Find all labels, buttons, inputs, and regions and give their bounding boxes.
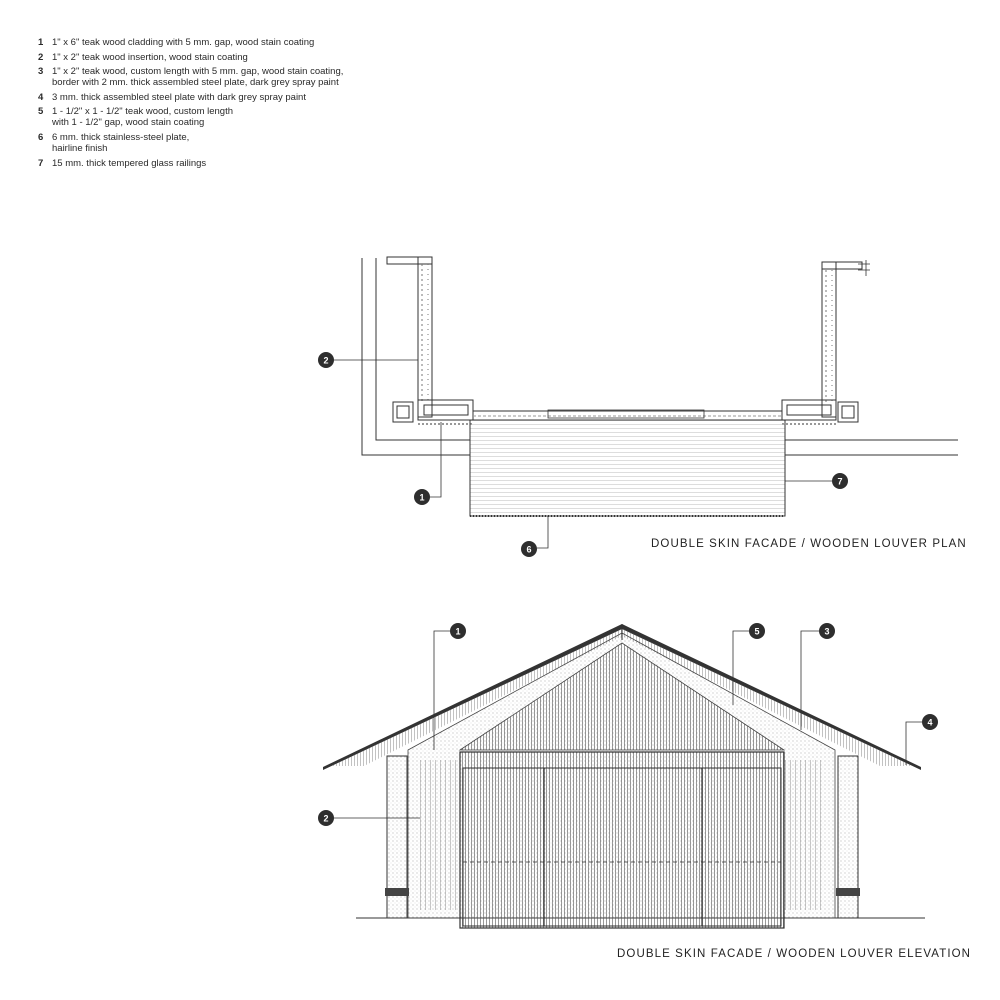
facade-plan [362,257,958,516]
callout-6-plan [521,541,537,557]
facade-elevation [323,624,925,928]
callout-7-plan [832,473,848,489]
callout-1-plan [414,489,430,505]
legend-item: 5 1 - 1/2" x 1 - 1/2" teak wood, custom length with 1 - 1/2" gap, wood stain coating [38,106,234,129]
legend-item: 6 6 mm. thick stainless-steel plate, hairline finish [38,131,190,155]
callout-5-elevation [749,623,765,639]
callout-1-elevation [450,623,466,639]
svg-text:7: 7 [837,476,843,487]
callout-2-plan [318,352,334,368]
svg-text:1: 1 [419,492,425,503]
legend-item: 1 1" x 6" teak wood cladding with 5 mm. gap, wood stain coating [38,37,315,48]
elevation-title: DOUBLE SKIN FACADE / WOODEN LOUVER ELEVATION [617,948,972,960]
svg-text:1: 1 [455,626,461,637]
legend-item: 4 3 mm. thick assembled steel plate with dark grey spray paint [38,91,306,103]
svg-text:4: 4 [927,717,933,728]
plan-title: DOUBLE SKIN FACADE / WOODEN LOUVER PLAN [651,538,967,550]
callout-2-elevation [318,810,334,826]
legend-item: 7 15 mm. thick tempered glass railings [38,157,207,169]
callout-3-elevation [819,623,835,639]
svg-text:2: 2 [323,813,329,824]
svg-text:3: 3 [824,626,830,637]
svg-text:5: 5 [754,626,760,637]
svg-text:2: 2 [323,355,329,366]
legend-item: 3 1" x 2" teak wood, custom length with 5 mm. gap, wood stain coating, border with 2 mm. thick assembled steel plate, dark grey spray paint [38,66,344,89]
callout-4-elevation [922,714,938,730]
svg-text:6: 6 [526,544,532,555]
legend-item: 2 1" x 2" teak wood insertion, wood stain coating [38,51,248,63]
